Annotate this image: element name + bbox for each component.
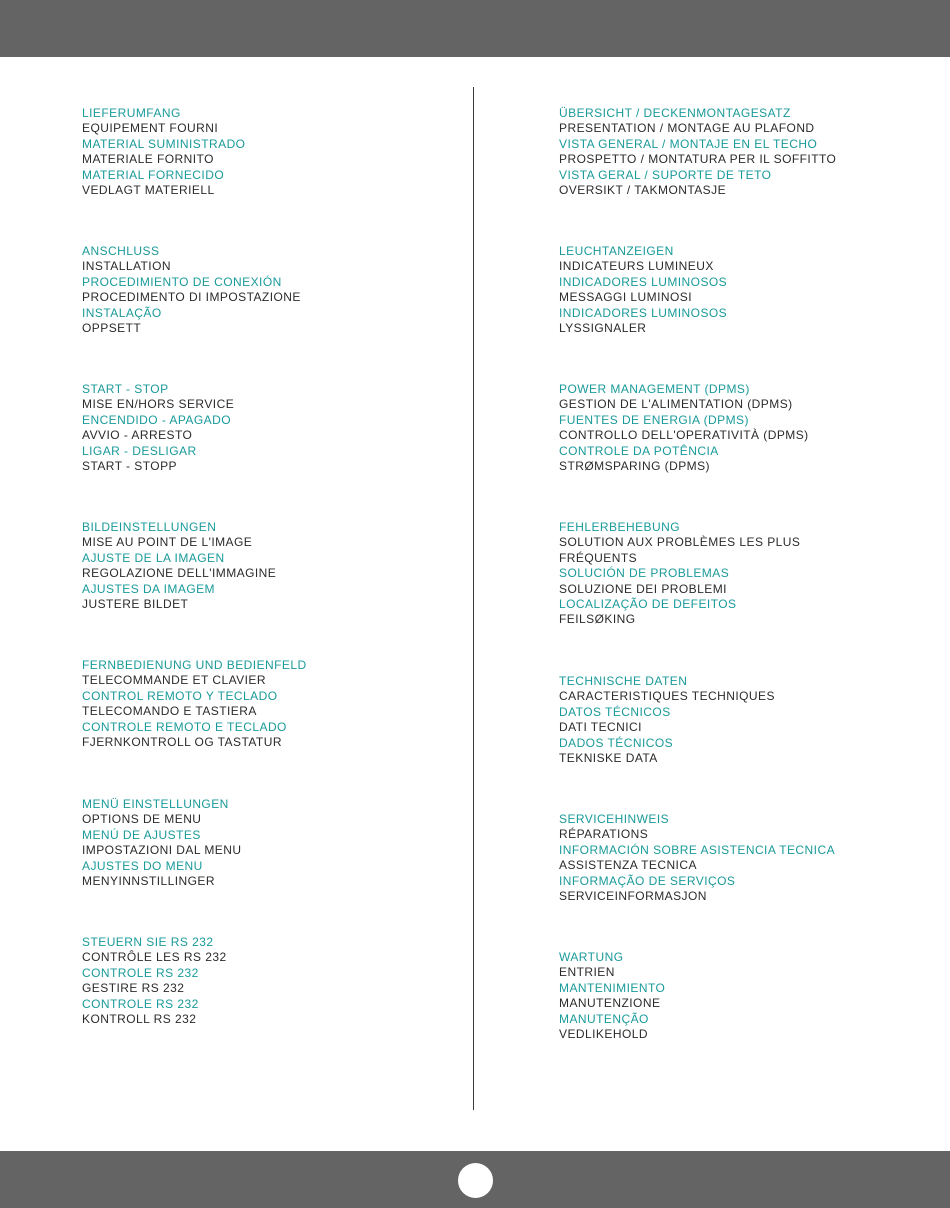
toc-heading-pt: MATERIAL FORNECIDO — [82, 167, 225, 182]
toc-heading-no: START - STOPP — [82, 459, 177, 474]
toc-heading-no: STRØMSPARING (DPMS) — [559, 459, 710, 474]
toc-section-image-settings — [82, 520, 462, 612]
toc-heading-de: ANSCHLUSS — [82, 244, 160, 258]
toc-heading-no: KONTROLL RS 232 — [82, 1012, 197, 1027]
toc-heading-pt: DADOS TÉCNICOS — [559, 735, 674, 750]
toc-heading-no: LYSSIGNALER — [559, 321, 647, 336]
toc-heading-fr: CONTRÔLE LES RS 232 — [82, 950, 227, 965]
toc-heading-pt: CONTROLE RS 232 — [82, 996, 199, 1011]
toc-heading-fr: SOLUTION AUX PROBLÈMES LES PLUS — [559, 535, 801, 550]
toc-heading-pt: AJUSTES DA IMAGEM — [82, 581, 216, 596]
toc-heading-es: FUENTES DE ENERGIA (DPMS) — [559, 412, 749, 427]
toc-heading-no: VEDLAGT MATERIELL — [82, 183, 215, 198]
toc-heading-no: MENYINNSTILLINGER — [82, 874, 216, 889]
toc-heading-fr: GESTION DE L'ALIMENTATION (DPMS) — [559, 397, 793, 412]
toc-heading-fr: PRESENTATION / MONTAGE AU PLAFOND — [559, 121, 815, 136]
toc-heading-it: MANUTENZIONE — [559, 996, 661, 1011]
toc-heading-it: PROSPETTO / MONTATURA PER IL SOFFITTO — [559, 152, 837, 167]
toc-heading-it: MESSAGGI LUMINOSI — [559, 290, 693, 305]
toc-heading-fr: MISE AU POINT DE L'IMAGE — [82, 535, 253, 550]
toc-heading-pt: INDICADORES LUMINOSOS — [559, 305, 728, 320]
toc-heading-fr: OPTIONS DE MENU — [82, 812, 202, 827]
toc-heading-de: ÜBERSICHT / DECKENMONTAGESATZ — [559, 106, 791, 120]
toc-heading-es: MANTENIMIENTO — [559, 980, 666, 995]
toc-section-technical-data — [559, 674, 939, 766]
toc-heading-no: JUSTERE BILDET — [82, 597, 189, 612]
toc-heading-pt: INFORMAÇÃO DE SERVIÇOS — [559, 873, 736, 888]
toc-heading-es: MATERIAL SUMINISTRADO — [82, 136, 246, 151]
toc-heading-fr: INDICATEURS LUMINEUX — [559, 259, 714, 274]
toc-heading-fr-continued: FRÉQUENTS — [559, 550, 638, 565]
toc-heading-es: AJUSTE DE LA IMAGEN — [82, 550, 225, 565]
toc-section-troubleshooting — [559, 520, 939, 628]
toc-heading-de: MENÜ EINSTELLUNGEN — [82, 797, 229, 811]
toc-heading-es: CONTROLE RS 232 — [82, 965, 199, 980]
toc-heading-pt: CONTROLE REMOTO E TECLADO — [82, 719, 287, 734]
toc-heading-no: FJERNKONTROLL OG TASTATUR — [82, 735, 282, 750]
toc-heading-de: SERVICEHINWEIS — [559, 812, 670, 826]
toc-heading-fr: INSTALLATION — [82, 259, 171, 274]
toc-heading-it: TELECOMANDO E TASTIERA — [82, 704, 257, 719]
toc-section-installation — [82, 244, 462, 336]
toc-heading-es: SOLUCIÓN DE PROBLEMAS — [559, 566, 730, 581]
column-divider — [473, 87, 474, 1110]
toc-heading-de: START - STOP — [82, 382, 169, 396]
toc-heading-no: OVERSIKT / TAKMONTASJE — [559, 183, 727, 198]
toc-heading-fr: TELECOMMANDE ET CLAVIER — [82, 673, 266, 688]
toc-heading-de: FERNBEDIENUNG UND BEDIENFELD — [82, 658, 307, 672]
toc-heading-de: TECHNISCHE DATEN — [559, 674, 688, 688]
toc-section-contents — [82, 106, 462, 198]
toc-heading-it: MATERIALE FORNITO — [82, 152, 214, 167]
toc-heading-it: DATI TECNICI — [559, 720, 642, 735]
toc-section-service — [559, 812, 939, 904]
toc-heading-de: LIEFERUMFANG — [82, 106, 181, 120]
toc-heading-pt: MANUTENÇÃO — [559, 1011, 649, 1026]
toc-heading-pt: LIGAR - DESLIGAR — [82, 443, 197, 458]
toc-section-indicators — [559, 244, 939, 336]
toc-heading-es: ENCENDIDO - APAGADO — [82, 412, 232, 427]
toc-heading-fr: ENTRIEN — [559, 965, 615, 980]
toc-section-menu-settings — [82, 797, 462, 889]
toc-heading-it: SOLUZIONE DEI PROBLEMI — [559, 581, 727, 596]
toc-section-rs232 — [82, 935, 462, 1027]
toc-heading-es: VISTA GENERAL / MONTAJE EN EL TECHO — [559, 136, 818, 151]
toc-heading-fr: EQUIPEMENT FOURNI — [82, 121, 219, 136]
toc-heading-es: MENÚ DE AJUSTES — [82, 827, 201, 842]
toc-heading-es: DATOS TÉCNICOS — [559, 704, 671, 719]
toc-heading-it: ASSISTENZA TECNICA — [559, 858, 697, 873]
toc-heading-pt: INSTALAÇÃO — [82, 305, 162, 320]
toc-heading-fr: RÉPARATIONS — [559, 827, 649, 842]
toc-heading-no: FEILSØKING — [559, 612, 636, 627]
toc-heading-it: GESTIRE RS 232 — [82, 981, 185, 996]
toc-heading-it: IMPOSTAZIONI DAL MENU — [82, 843, 242, 858]
toc-heading-no: TEKNISKE DATA — [559, 751, 658, 766]
toc-heading-pt: CONTROLE DA POTÊNCIA — [559, 443, 719, 458]
toc-heading-pt: VISTA GERAL / SUPORTE DE TETO — [559, 167, 772, 182]
toc-section-power-management — [559, 382, 939, 474]
toc-heading-it: CONTROLLO DELL'OPERATIVITÀ (DPMS) — [559, 428, 809, 443]
toc-heading-es: CONTROL REMOTO Y TECLADO — [82, 688, 278, 703]
toc-heading-de: POWER MANAGEMENT (DPMS) — [559, 382, 750, 396]
toc-heading-it: AVVIO - ARRESTO — [82, 428, 193, 443]
toc-heading-de: LEUCHTANZEIGEN — [559, 244, 674, 258]
header-bar — [0, 0, 950, 57]
toc-heading-it: PROCEDIMENTO DI IMPOSTAZIONE — [82, 290, 301, 305]
toc-heading-de: STEUERN SIE RS 232 — [82, 935, 214, 949]
toc-heading-fr: CARACTERISTIQUES TECHNIQUES — [559, 689, 775, 704]
toc-section-remote-control — [82, 658, 462, 750]
page-number-badge — [458, 1163, 493, 1198]
toc-heading-es: PROCEDIMIENTO DE CONEXIÓN — [82, 274, 282, 289]
toc-heading-es: INDICADORES LUMINOSOS — [559, 274, 728, 289]
toc-heading-no: VEDLIKEHOLD — [559, 1027, 648, 1042]
toc-heading-it: REGOLAZIONE DELL'IMMAGINE — [82, 566, 277, 581]
toc-section-overview — [559, 106, 939, 198]
toc-heading-es: INFORMACIÓN SOBRE ASISTENCIA TECNICA — [559, 842, 836, 857]
toc-heading-de: FEHLERBEHEBUNG — [559, 520, 680, 534]
toc-heading-no: SERVICEINFORMASJON — [559, 889, 707, 904]
toc-heading-de: WARTUNG — [559, 950, 624, 964]
toc-heading-fr: MISE EN/HORS SERVICE — [82, 397, 235, 412]
toc-heading-pt: AJUSTES DO MENU — [82, 858, 203, 873]
toc-heading-de: BILDEINSTELLUNGEN — [82, 520, 217, 534]
toc-section-start-stop — [82, 382, 462, 474]
toc-section-maintenance — [559, 950, 939, 1042]
toc-heading-no: OPPSETT — [82, 321, 142, 336]
toc-heading-pt: LOCALIZAÇÃO DE DEFEITOS — [559, 597, 737, 612]
